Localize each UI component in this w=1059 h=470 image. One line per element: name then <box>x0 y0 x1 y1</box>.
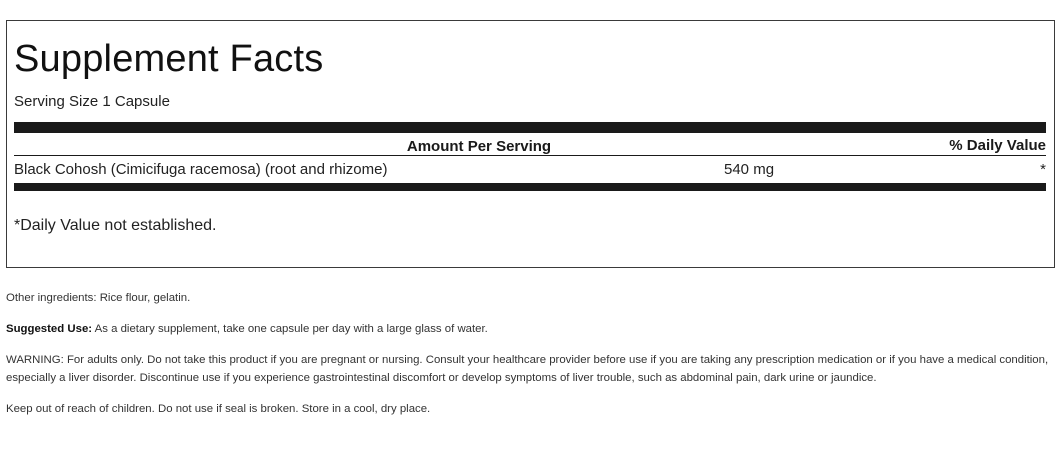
daily-value-footnote: *Daily Value not established. <box>14 217 217 234</box>
storage-instructions: Keep out of reach of children. Do not use if seal is broken. Store in a cool, dry place. <box>6 402 431 415</box>
daily-value-header: % Daily Value <box>949 137 1046 154</box>
serving-size: Serving Size 1 Capsule <box>14 93 170 110</box>
suggested-use-text: As a dietary supplement, take one capsule per day with a large glass of water. <box>92 323 488 336</box>
warning <box>6 352 1056 386</box>
product-info <box>6 290 1056 432</box>
facts-header-row <box>14 133 1046 156</box>
thick-divider <box>14 122 1046 133</box>
medium-divider <box>14 183 1046 191</box>
warning-label: WARNING: <box>6 354 64 367</box>
other-ingredients: Other ingredients: Rice flour, gelatin. <box>6 292 191 304</box>
amount-per-serving-header: Amount Per Serving <box>406 138 552 155</box>
suggested-use-label: Suggested Use: <box>6 323 93 336</box>
warning-text: For adults only. Do not take this product if you are pregnant or nursing. Consult your healthcare provider before use if you are taking any prescription medication or if you have a medical condition, especially a liver disorder. Discontinue use if you experience gastrointestinal discomfort or develop symptoms of liver trouble, such as abdominal pain, dark urine or jaundice. <box>6 354 1049 384</box>
ingredient-amount: 540 mg <box>724 160 775 178</box>
table-row <box>14 156 1046 182</box>
suggested-use <box>6 321 1056 338</box>
ingredient-daily-value: * <box>1040 160 1046 178</box>
facts-title: Supplement Facts <box>14 38 324 80</box>
ingredient-name: Black Cohosh (Cimicifuga racemosa) (root and rhizome) <box>14 160 388 178</box>
supplement-facts-panel <box>6 20 1055 268</box>
